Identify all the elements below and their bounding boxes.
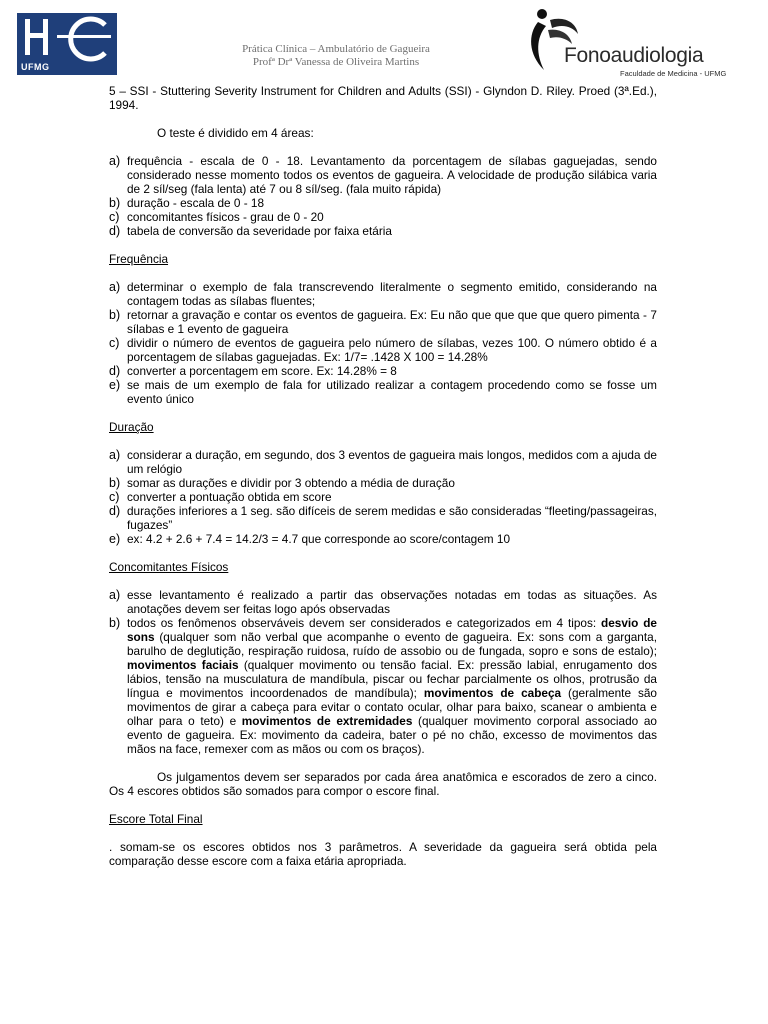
- list-item: [109, 476, 657, 490]
- list-marker: b): [109, 196, 121, 210]
- escore-paragraph: . somam-se os escores obtidos nos 3 parâmetros. A severidade da gagueira será obtida pela comparação desse escore com a faixa etária apropriada.: [109, 840, 657, 868]
- list-item-text: duração - escala de 0 - 18: [127, 196, 265, 210]
- list-item-text-part: (qualquer som não verbal que acompanhe o evento de gagueira. Ex: sons com a garganta, barulho de deglutição, respiração ruidosa, ruído de assobio ou de fungada, sopro e sons de estalo);: [127, 630, 657, 658]
- list-item: [109, 280, 657, 308]
- ufmg-logo: [17, 13, 117, 75]
- list-item: [109, 532, 657, 546]
- list-marker: d): [109, 364, 121, 378]
- category-movimentos-faciais: movimentos faciais: [127, 658, 239, 672]
- list-item: [109, 196, 657, 210]
- header-line-2: Profª Drª Vanessa de Oliveira Martins: [252, 56, 420, 68]
- list-item: [109, 154, 657, 196]
- list-item-text: se mais de um exemplo de fala for utilizado realizar a contagem procedendo como se fosse um evento único: [127, 378, 657, 406]
- list-item-text-part: (qualquer movimento corporal associado ao evento de gagueira. Ex: movimento da cadeira, bater o pé no chão, excesso de movimentos das mãos na face, remexer com as mãos ou com os braços).: [127, 714, 657, 756]
- list-marker: e): [109, 532, 121, 546]
- list-item-text: ex: 4.2 + 2.6 + 7.4 = 14.2/3 = 4.7 que corresponde ao score/contagem 10: [127, 532, 511, 546]
- list-marker: b): [109, 616, 121, 630]
- document-body: [109, 84, 657, 868]
- list-marker: c): [109, 490, 120, 504]
- section-heading-escore: Escore Total Final: [109, 812, 203, 826]
- header-title-block: [200, 43, 472, 69]
- list-item-text: durações inferiores a 1 seg. são difíceis de serem medidas e são consideradas “fleeting/passageiras, fugazes”: [127, 504, 657, 532]
- concomitantes-closing-paragraph: Os julgamentos devem ser separados por cada área anatômica e escorados de zero a cinco. Os 4 escores obtidos são somados para compor o escore final.: [109, 770, 657, 798]
- list-item-text: frequência - escala de 0 - 18. Levantamento da porcentagem de sílabas gaguejadas, sendo considerado nesse momento todos os eventos de gagueira. A velocidade de produção silábica varia de 2 síl/seg (fala lenta) até 7 ou 8 síl/seg. (fala muito rápida): [127, 154, 657, 196]
- list-item-text: retornar a gravação e contar os eventos de gagueira. Ex: Eu não que que que que quero pimenta - 7 sílabas e 1 evento de gagueira: [127, 308, 657, 336]
- list-item-text: tabela de conversão da severidade por faixa etária: [127, 224, 392, 238]
- header-line-1: Prática Clínica – Ambulatório de Gagueira: [242, 43, 430, 55]
- list-marker: a): [109, 280, 121, 294]
- duracao-list: [109, 448, 657, 546]
- list-item-text-part: (geralmente são movimentos de girar a cabeça para evitar o contato ocular, olhar para baixo, scanear o ambienta e olhar para o teto) e: [127, 686, 657, 728]
- list-item: [109, 588, 657, 616]
- list-marker: d): [109, 504, 121, 518]
- list-item-text: converter a pontuação obtida em score: [127, 490, 332, 504]
- list-item-text: dividir o número de eventos de gagueira pelo número de sílabas, vezes 100. O número obtido é a porcentagem de sílabas gaguejadas. Ex: 1/7= .1428 X 100 = 14.28%: [127, 336, 657, 364]
- list-item: [109, 616, 657, 756]
- list-item: [109, 504, 657, 532]
- frequencia-list: [109, 280, 657, 406]
- list-item: [109, 210, 657, 224]
- list-marker: a): [109, 448, 121, 462]
- category-movimentos-de-extremidades: movimentos de extremidades: [241, 714, 413, 728]
- list-item: [109, 378, 657, 406]
- list-item-text: converter a porcentagem em score. Ex: 14.28% = 8: [127, 364, 397, 378]
- list-item-text: concomitantes físicos - grau de 0 - 20: [127, 210, 324, 224]
- list-marker: e): [109, 378, 121, 392]
- list-marker: a): [109, 588, 121, 602]
- page-header: [0, 0, 768, 86]
- list-marker: c): [109, 210, 120, 224]
- list-item-text: determinar o exemplo de fala transcrevendo literalmente o segmento emitido, considerando na contagem todas as sílabas fluentes;: [127, 280, 657, 308]
- list-item-text: somar as durações e dividir por 3 obtendo a média de duração: [127, 476, 455, 490]
- category-desvio-de-sons: desvio de sons: [127, 616, 657, 644]
- list-item-text: considerar a duração, em segundo, dos 3 eventos de gagueira mais longos, medidos com a ajuda de um relógio: [127, 448, 657, 476]
- fonoaudiologia-title: Fonoaudiologia: [564, 44, 704, 67]
- section-heading-concomitantes: Concomitantes Físicos: [109, 560, 229, 574]
- section-heading-duracao: Duração: [109, 420, 154, 434]
- ufmg-logo-text: UFMG: [21, 62, 50, 72]
- section-heading-frequencia: Frequência: [109, 252, 169, 266]
- concomitantes-list: [109, 588, 657, 756]
- faculdade-subtitle: Faculdade de Medicina - UFMG: [620, 69, 727, 78]
- list-item: [109, 336, 657, 364]
- list-item: [109, 308, 657, 336]
- list-item: [109, 364, 657, 378]
- list-item: [109, 224, 657, 238]
- areas-list: [109, 154, 657, 238]
- fonoaudiologia-logo: [524, 4, 744, 84]
- reference-paragraph: 5 – SSI - Stuttering Severity Instrument for Children and Adults (SSI) - Glyndon D. Riley. Proed (3ª.Ed.), 1994.: [109, 84, 657, 112]
- list-item: [109, 448, 657, 476]
- list-marker: c): [109, 336, 120, 350]
- areas-intro: O teste é dividido em 4 áreas:: [157, 126, 314, 140]
- list-item-text-part: (qualquer movimento ou tensão facial. Ex: pressão labial, enrugamento dos lábios, tensão na musculatura de mandíbula, piscar ou fechar parcialmente os olhos, protrusão da língua e movimentos incoordenados de mandíbula);: [127, 658, 657, 700]
- list-marker: b): [109, 308, 121, 322]
- list-item-text-part: todos os fenômenos observáveis devem ser considerados e categorizados em 4 tipos:: [127, 616, 601, 630]
- list-item: [109, 490, 657, 504]
- category-movimentos-de-cabeca: movimentos de cabeça: [423, 686, 562, 700]
- list-marker: d): [109, 224, 121, 238]
- list-marker: a): [109, 154, 121, 168]
- list-item-text: esse levantamento é realizado a partir das observações notadas em todas as situações. As anotações devem ser feitas logo após observadas: [127, 588, 657, 616]
- list-marker: b): [109, 476, 121, 490]
